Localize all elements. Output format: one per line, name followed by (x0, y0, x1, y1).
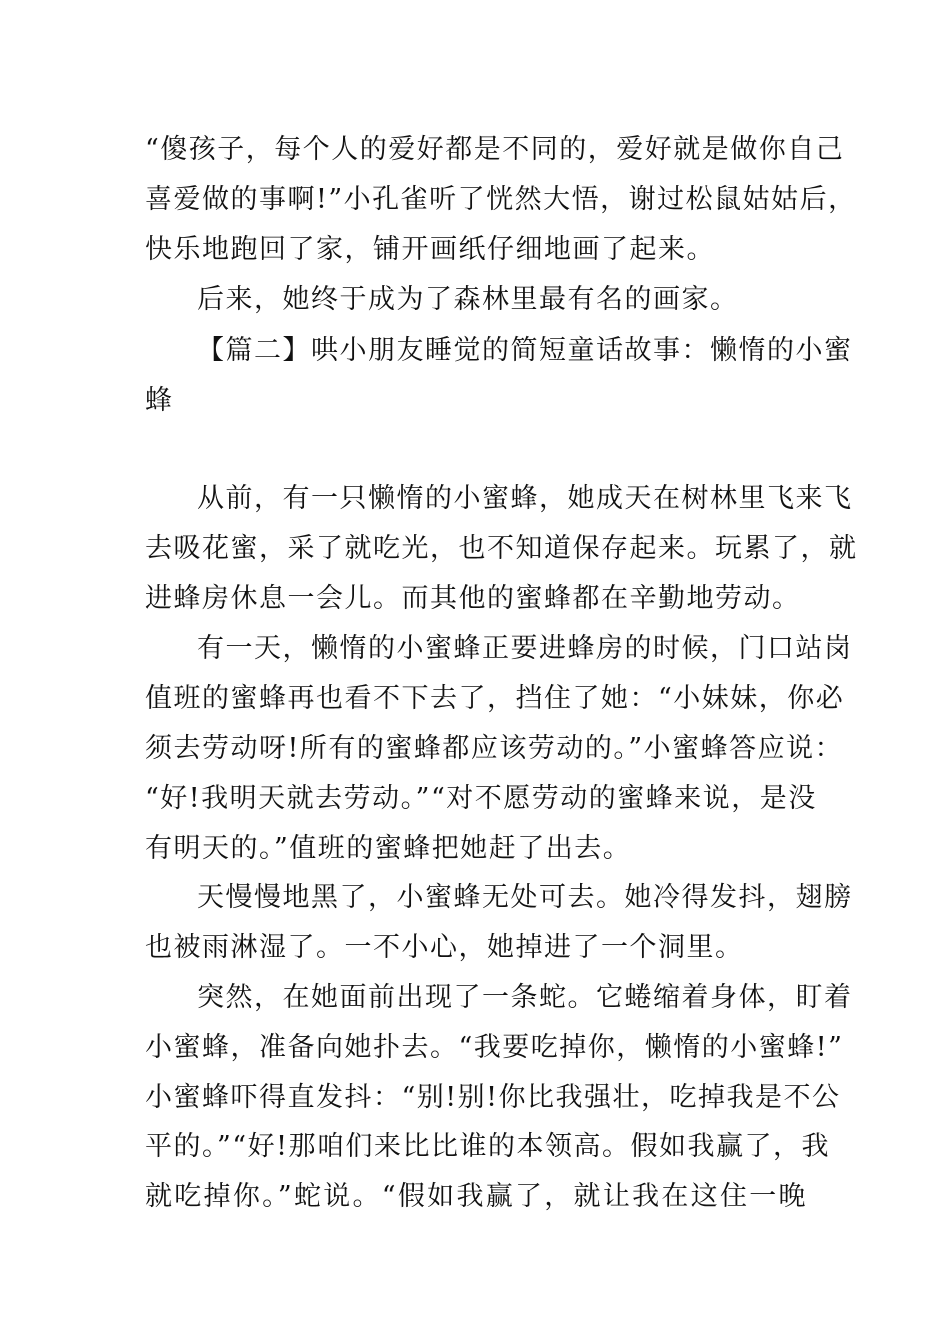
text-line: 有一天，懒惰的小蜜蜂正要进蜂房的时候，门口站岗 (197, 633, 853, 664)
text-line: 去吸花蜜，采了就吃光，也不知道保存起来。玩累了，就 (145, 533, 858, 564)
text-line: 进蜂房休息一会儿。而其他的蜜蜂都在辛勤地劳动。 (145, 583, 801, 614)
text-line: 天慢慢地黑了，小蜜蜂无处可去。她冷得发抖，翅膀 (197, 882, 853, 913)
text-line: 突然，在她面前出现了一条蛇。它蜷缩着身体，盯着 (197, 982, 853, 1013)
section-heading: 【篇二】哄小朋友睡觉的简短童话故事：懒惰的小蜜 (197, 335, 853, 366)
text-line: 有明天的。”值班的蜜蜂把她赶了出去。 (145, 833, 632, 864)
text-line: 就吃掉你。”蛇说。“假如我赢了，就让我在这住一晚 (145, 1181, 807, 1212)
text-line: 从前，有一只懒惰的小蜜蜂，她成天在树林里飞来飞 (197, 483, 853, 514)
text-line: 也被雨淋湿了。一不小心，她掉进了一个洞里。 (145, 932, 744, 963)
text-line: 后来，她终于成为了森林里最有名的画家。 (197, 284, 739, 315)
text-line: 须去劳动呀!所有的蜜蜂都应该劳动的。”小蜜蜂答应说： (145, 733, 844, 764)
text-line: “傻孩子，每个人的爱好都是不同的，爱好就是做你自己 (145, 134, 845, 165)
text-line: “好!我明天就去劳动。”“对不愿劳动的蜜蜂来说，是没 (145, 783, 817, 814)
text-line: 喜爱做的事啊!”小孔雀听了恍然大悟，谢过松鼠姑姑后， (145, 184, 857, 215)
text-line: 快乐地跑回了家，铺开画纸仔细地画了起来。 (145, 234, 715, 265)
text-line: 平的。”“好!那咱们来比比谁的本领高。假如我赢了，我 (145, 1131, 830, 1162)
text-line: 小蜜蜂吓得直发抖：“别!别!你比我强壮，吃掉我是不公 (145, 1082, 841, 1113)
text-line: 小蜜蜂，准备向她扑去。“我要吃掉你，懒惰的小蜜蜂!” (145, 1032, 844, 1063)
section-heading-cont: 蜂 (145, 385, 174, 416)
text-line: 值班的蜜蜂再也看不下去了，挡住了她：“小妹妹，你必 (145, 683, 845, 714)
